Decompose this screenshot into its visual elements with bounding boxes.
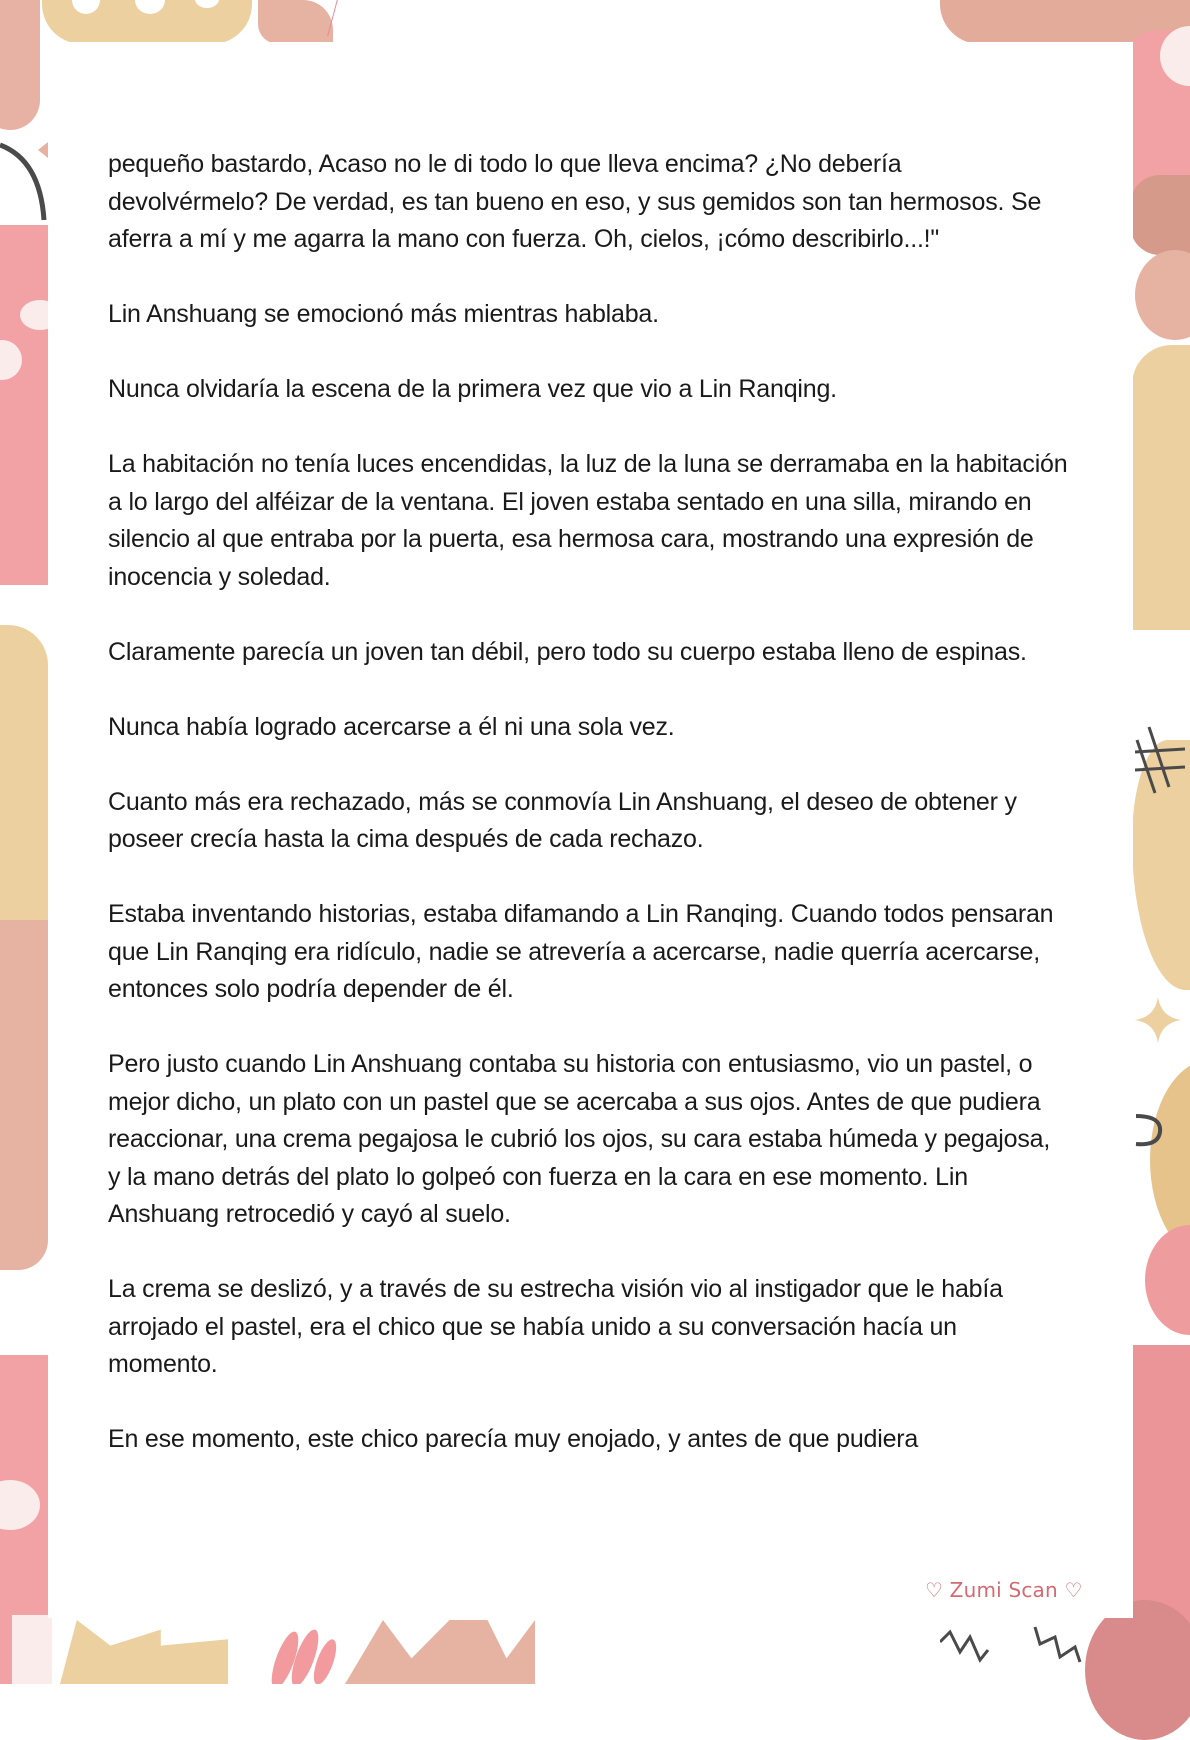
- decor-shape-top-left-rose: [0, 0, 40, 130]
- decor-shape-bottom-white-tri: [12, 1615, 52, 1684]
- paragraph: Claramente parecía un joven tan débil, pero todo su cuerpo estaba lleno de espinas.: [108, 637, 1027, 666]
- sparkle-icon: [1133, 995, 1183, 1045]
- paragraph: La habitación no tenía luces encendidas, la luz de la luna se derramaba en la habitación a lo largo del alféizar de la ventana. El joven estaba sentado en una silla, mirando en silencio al que entraba por la puerta, esa hermosa cara, mostrando una expresión de inocencia y soledad.: [108, 450, 1068, 591]
- document-body: [108, 146, 1068, 1496]
- decor-shape-right-pink-circle: [1145, 1225, 1190, 1335]
- decor-shape-bottom-pink-strokes: [270, 1620, 340, 1684]
- decor-shape-left-beige: [0, 625, 48, 925]
- decor-shape-bottom-beige: [60, 1620, 228, 1684]
- decor-shape-bottom-darkrose: [1085, 1600, 1190, 1740]
- decor-shape-top-rose-s: [258, 0, 333, 44]
- crescent-icon: [1132, 1110, 1166, 1150]
- decor-shape-bottom-rose: [345, 1620, 535, 1684]
- paragraph: Nunca había logrado acercarse a él ni una sola vez.: [108, 712, 675, 741]
- scanlation-watermark: ♡ Zumi Scan ♡: [925, 1578, 1083, 1602]
- paragraph: Nunca olvidaría la escena de la primera vez que vio a Lin Ranqing.: [108, 375, 837, 403]
- decor-shape-right-brown: [1130, 175, 1190, 255]
- decor-shape-left-rose: [0, 920, 48, 1270]
- paragraph: Pero justo cuando Lin Anshuang contaba su historia con entusiasmo, vio un pastel, o mejor dicho, un plato con un pastel que se acercaba a sus ojos. Antes de que pudiera reaccionar, una crema pegajosa le cubrió los ojos, su cara estaba húmeda y pegajosa, y la mano detrás del plato lo golpeó con fuerza en la cara en ese momento. Lin Anshuang retrocedió y cayó al suelo.: [108, 1050, 1051, 1228]
- paragraph: En ese momento, este chico parecía muy enojado, y antes de que pudiera: [108, 1425, 919, 1453]
- decor-shape-left-pink: [0, 225, 48, 585]
- decor-line-left: [0, 140, 48, 230]
- paragraph: La crema se deslizó, y a través de su estrecha visión vio al instigador que le había arrojado el pastel, era el chico que se había unido a su conversación hacía un momento.: [108, 1275, 1003, 1378]
- paragraph: Estaba inventando historias, estaba difamando a Lin Ranqing. Cuando todos pensaran que Lin Ranqing era ridículo, nadie se atrevería a acercarse, nadie querría acercarse, entonces solo podría depender de él.: [108, 900, 1054, 1003]
- hash-icon: [1135, 725, 1185, 795]
- decor-shape-right-beige: [1132, 345, 1190, 630]
- paragraph: pequeño bastardo, Acaso no le di todo lo que lleva encima? ¿No debería devolvérmelo? De verdad, es tan bueno en eso, y sus gemidos son tan hermosos. Se aferra a mí y me agarra la mano con fuerza. Oh, cielos, ¡cómo describirlo...!": [108, 150, 1042, 253]
- decor-shape-right-rose-round: [1135, 250, 1190, 340]
- paragraph: Lin Anshuang se emocionó más mientras hablaba.: [108, 300, 659, 328]
- paragraph: Cuanto más era rechazado, más se conmovía Lin Anshuang, el deseo de obtener y poseer crecía hasta la cima después de cada rechazo.: [108, 787, 1017, 853]
